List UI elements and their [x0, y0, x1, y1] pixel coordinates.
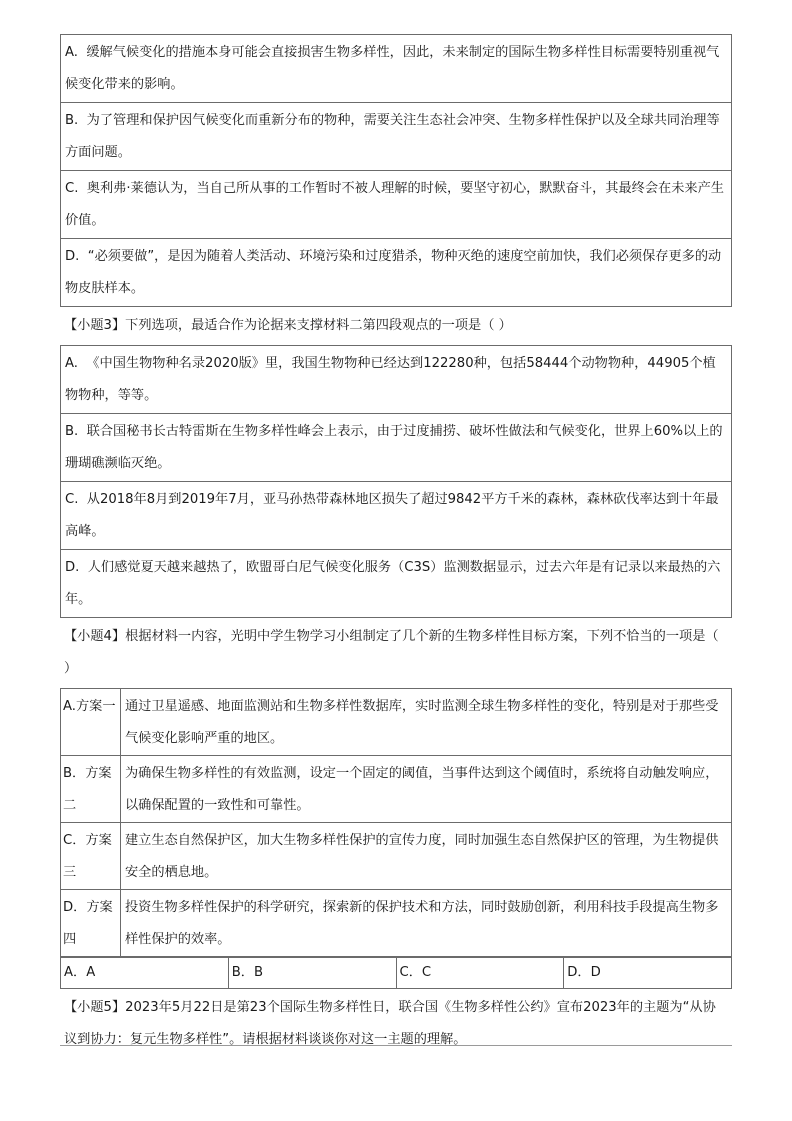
option-text: 从2018年8月到2019年7月，亚马孙热带森林地区损失了超过9842平方千米的森林，森林砍伐率达到十年最高峰。	[65, 492, 719, 539]
q3-option-c	[61, 482, 732, 550]
plan-text: 投资生物多样性保护的科学研究，探索新的保护技术和方法，同时鼓励创新，利用科技手段提高生物多样性保护的效率。	[121, 890, 732, 957]
plan-label: B．方案二	[61, 756, 121, 823]
q4-plan-d	[61, 890, 732, 957]
option-label: A.	[65, 45, 78, 60]
option-text: 奥利弗·莱德认为，当自己所从事的工作暂时不被人理解的时候，要坚守初心，默默奋斗，其最终会在未来产生价值。	[65, 181, 724, 228]
q2-option-a	[61, 35, 732, 103]
answer-choice-c[interactable]: C．C	[396, 958, 564, 989]
plan-text: 通过卫星遥感、地面监测站和生物多样性数据库，实时监测全球生物多样性的变化，特别是对于那些受气候变化影响严重的地区。	[121, 689, 732, 756]
q2-options-table	[60, 34, 732, 307]
q3-option-d	[61, 550, 732, 618]
option-label: D.	[65, 560, 80, 575]
q3-option-b	[61, 414, 732, 482]
answer-choice-a[interactable]: A．A	[61, 958, 229, 989]
answer-choice-b[interactable]: B．B	[228, 958, 396, 989]
q4-plan-table	[60, 688, 732, 957]
q4-plan-b	[61, 756, 732, 823]
option-text: 为了管理和保护因气候变化而重新分布的物种，需要关注生态社会冲突、生物多样性保护以及全球共同治理等方面问题。	[65, 113, 720, 160]
option-label: C.	[65, 181, 79, 196]
q5-stem: 【小题5】2023年5月22日是第23个国际生物多样性日，联合国《生物多样性公约》宣布2023年的主题为“从协议到协力：复元生物多样性”。请根据材料谈谈你对这一主题的理解。	[64, 1000, 716, 1047]
q4-stem: 【小题4】根据材料一内容，光明中学生物学习小组制定了几个新的生物多样性目标方案，下列不恰当的一项是（ ）	[64, 629, 719, 676]
option-text: 缓解气候变化的措施本身可能会直接损害生物多样性，因此，未来制定的国际生物多样性目标需要特别重视气候变化带来的影响。	[65, 45, 720, 92]
option-text: 《中国生物物种名录2020版》里，我国生物物种已经达到122280种，包括58444个动物物种，44905个植物物种，等等。	[65, 356, 716, 403]
worksheet-page	[60, 0, 732, 1059]
q4-plan-a	[61, 689, 732, 756]
q4-plan-c	[61, 823, 732, 890]
q2-option-c	[61, 171, 732, 239]
q4-answer-table	[60, 957, 732, 989]
plan-label: D．方案四	[61, 890, 121, 957]
option-label: D.	[65, 249, 80, 264]
option-text: 联合国秘书长古特雷斯在生物多样性峰会上表示，由于过度捕捞、破坏性做法和气候变化，世界上60%以上的珊瑚礁濒临灭绝。	[65, 424, 723, 471]
option-text: “必须要做”，是因为随着人类活动、环境污染和过度猎杀，物种灭绝的速度空前加快，我们必须保存更多的动物皮肤样本。	[65, 249, 722, 296]
plan-label: C．方案三	[61, 823, 121, 890]
plan-text: 建立生态自然保护区，加大生物多样性保护的宣传力度，同时加强生态自然保护区的管理，为生物提供安全的栖息地。	[121, 823, 732, 890]
plan-text: 为确保生物多样性的有效监测，设定一个固定的阈值，当事件达到这个阈值时，系统将自动触发响应，以确保配置的一致性和可靠性。	[121, 756, 732, 823]
option-label: A.	[65, 356, 78, 371]
option-label: B.	[65, 113, 79, 128]
q3-option-a	[61, 346, 732, 414]
q2-option-d	[61, 239, 732, 307]
option-label: C.	[65, 492, 79, 507]
plan-label: A.方案一	[61, 689, 121, 756]
option-label: B.	[65, 424, 79, 439]
q3-stem: 【小题3】下列选项，最适合作为论据来支撑材料二第四段观点的一项是（ ）	[64, 318, 512, 333]
q2-option-b	[61, 103, 732, 171]
page-divider	[60, 1045, 732, 1046]
answer-row	[61, 958, 732, 989]
option-text: 人们感觉夏天越来越热了，欧盟哥白尼气候变化服务（C3S）监测数据显示，过去六年是有记录以来最热的六年。	[65, 560, 721, 607]
answer-choice-d[interactable]: D．D	[564, 958, 732, 989]
q3-options-table	[60, 345, 732, 618]
